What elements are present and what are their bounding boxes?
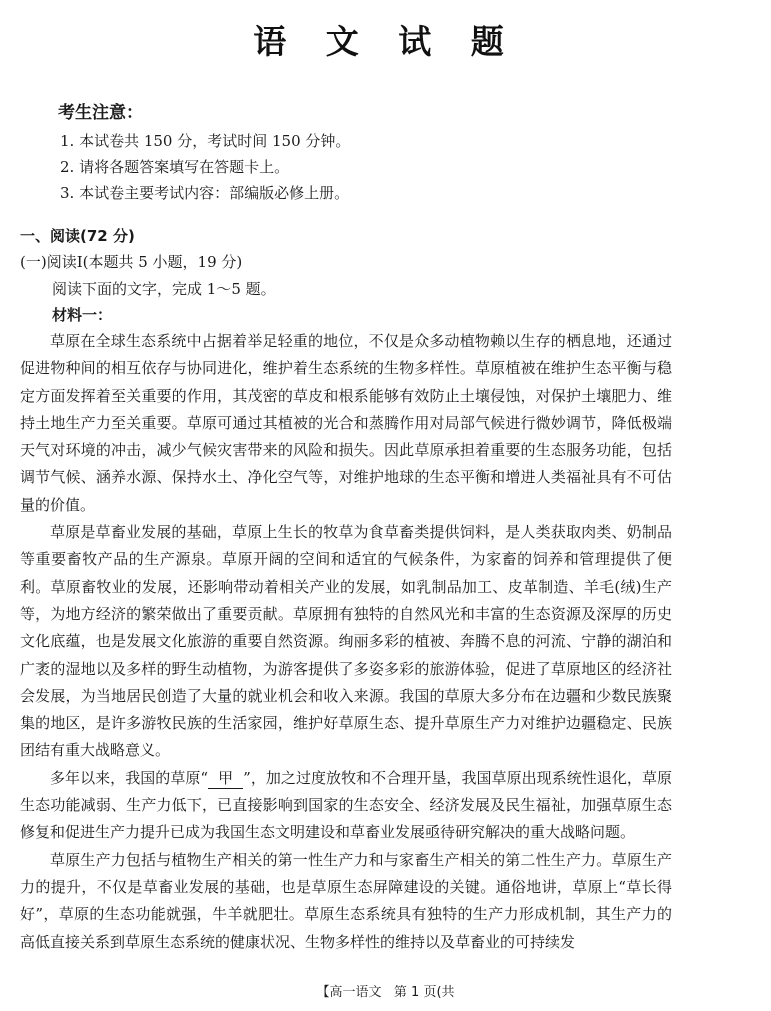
footer-subject: 高一语文 <box>329 985 382 1000</box>
passage-paragraph-2: 草原是草畜业发展的基础，草原上生长的牧草为食草畜类提供饲料，是人类获取肉类、奶制品等重要畜牧产品的生产源泉。草原开阔的空间和适宜的气候条件，为家畜的饲养和管理提供了便利。草原畜牧业的发展，还影响带动着相关产业的发展，如乳制品加工、皮革制造、羊毛(绒)生产等，为地方经济的繁荣做出了重要贡献。草原拥有独特的自然风光和丰富的生态资源及深厚的历史文化底蕴，也是发展文化旅游的重要自然资源。绚丽多彩的植被、奔腾不息的河流、宁静的湖泊和广袤的湿地以及多样的野生动植物，为游客提供了多姿多彩的旅游体验，促进了草原地区的经济社会发展，为当地居民创造了大量的就业机会和收入来源。我国的草原大多分布在边疆和少数民族聚集的地区，是许多游牧民族的生活家园，维护好草原生态、提升草原生产力对维护边疆稳定、民族团结有重大战略意义。 <box>20 523 672 760</box>
notice-item-3: 3. 本试卷主要考试内容：部编版必修上册。 <box>60 184 350 202</box>
passage-paragraph-1: 草原在全球生态系统中占据着举足轻重的地位，不仅是众多动植物赖以生存的栖息地，还通过促进物种间的相互依存与协同进化，维护着生态系统的生物多样性。草原植被在维护生态平衡与稳定方面发挥着至关重要的作用，其茂密的草皮和根系能够有效防止土壤侵蚀，对保护土壤肥力、维持土地生产力至关重要。草原可通过其植被的光合和蒸腾作用对局部气候进行微妙调节，降低极端天气对环境的冲击，减少气候灾害带来的风险和损失。因此草原承担着重要的生态服务功能，包括调节气候、涵养水源、保持水土、净化空气等，对维护地球的生态平衡和增进人类福祉具有不可估量的价值。 <box>20 332 672 514</box>
page-title: 语 文 试 题 <box>253 22 518 61</box>
notice-heading: 考生注意： <box>58 103 143 123</box>
sub-section-heading: (一)阅读Ⅰ(本题共 5 小题，19 分) <box>20 253 243 271</box>
reading-instruction: 阅读下面的文字，完成 1～5 题。 <box>52 280 276 298</box>
footer-page-number: 第 1 页(共 <box>393 985 455 1000</box>
paragraph-3-text-after: ”，加之过度放牧和不合理开垦，我国草原出现系统性退化，草原生态功能减弱、生产力低下，已直接影响到国家的生态安全、经济发展及民生福祉，加强草原生态修复和促进生产力提升已成为我国生态文明建设和草畜业发展亟待研究解决的重大战略问题。 <box>20 768 673 842</box>
reading-passage <box>20 328 672 956</box>
notice-item-1: 1. 本试卷共 150 分，考试时间 150 分钟。 <box>60 132 351 150</box>
footer-bracket: 【 <box>316 985 330 1000</box>
passage-paragraph-3 <box>20 765 672 847</box>
section-heading: 一、阅读(72 分) <box>20 227 135 245</box>
paragraph-3-text-before: 多年以来，我国的草原“ <box>50 768 209 787</box>
fill-in-blank: 甲 <box>208 768 243 789</box>
page-footer <box>0 981 771 1000</box>
passage-paragraph-4: 草原生产力包括与植物生产相关的第一性生产力和与家畜生产相关的第二性生产力。草原生产力的提升，不仅是草畜业发展的基础，也是草原生态屏障建设的关键。通俗地讲，草原上“草长得好”，草原的生态功能就强，牛羊就肥壮。草原生态系统具有独特的生产力形成机制，其生产力的高低直接关系到草原生态系统的健康状况、生物多样性的维持以及草畜业的可持续发 <box>20 850 672 951</box>
notice-item-2: 2. 请将各题答案填写在答题卡上。 <box>60 158 290 176</box>
exam-notice <box>58 100 718 206</box>
material-label: 材料一： <box>52 306 113 324</box>
